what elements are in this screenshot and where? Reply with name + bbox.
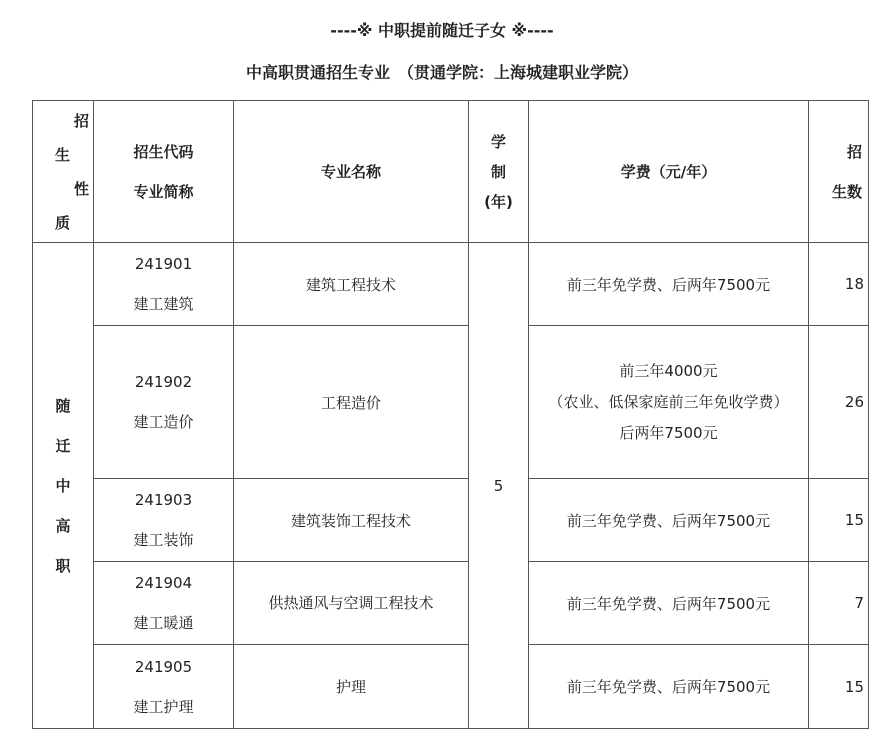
major-short-name: 建工暖通: [133, 614, 194, 632]
major-code: 241903: [134, 491, 193, 509]
code-cell: [94, 326, 234, 479]
code-cell: [94, 562, 234, 645]
code-cell: [94, 479, 234, 562]
header-row: [33, 101, 869, 243]
table-row: [33, 326, 869, 479]
major-code: 241902: [134, 373, 193, 391]
header-nature: [33, 101, 94, 243]
fee-line: 前三年4000元: [619, 362, 718, 380]
nature-char: 高: [55, 516, 71, 535]
major-code: 241905: [134, 657, 193, 676]
page-subtitle: 中高职贯通招生专业 （贯通学院：上海城建职业学院）: [245, 63, 638, 82]
table-row: [33, 243, 869, 326]
header-code-line: 招生代码: [133, 142, 194, 161]
header-years-line: 学: [490, 132, 506, 151]
major-short-name: 建工建筑: [133, 295, 194, 313]
table-row: [33, 645, 869, 729]
fee-line: 后两年7500元: [619, 424, 718, 442]
major-code: 241904: [134, 574, 193, 592]
header-years: [469, 101, 529, 243]
enrollment-table: [32, 100, 869, 729]
header-years-line: 制: [490, 162, 506, 181]
nature-char: 迁: [55, 436, 71, 455]
count-cell: 26: [809, 326, 869, 479]
count-cell: 15: [809, 479, 869, 562]
header-count: [809, 101, 869, 243]
code-cell: [94, 645, 234, 729]
fee-cell: [529, 326, 809, 479]
header-major: 专业名称: [234, 101, 469, 243]
count-cell: 7: [809, 562, 869, 645]
header-count-line: 生数: [831, 182, 862, 201]
major-name: 工程造价: [234, 326, 469, 479]
fee-cell: 前三年免学费、后两年7500元: [529, 243, 809, 326]
header-nature-char: 生: [55, 145, 71, 164]
fee-cell: 前三年免学费、后两年7500元: [529, 645, 809, 729]
fee-cell: 前三年免学费、后两年7500元: [529, 562, 809, 645]
years-cell: 5: [469, 243, 529, 729]
major-short-name: 建工造价: [133, 413, 194, 431]
major-name: 护理: [234, 645, 469, 729]
major-name: 供热通风与空调工程技术: [234, 562, 469, 645]
table-row: [33, 479, 869, 562]
nature-char: 职: [55, 556, 71, 575]
count-cell: 18: [809, 243, 869, 326]
code-cell: [94, 243, 234, 326]
page-title: ----※ 中职提前随迁子女 ※----: [330, 21, 554, 40]
header-fee: 学费（元/年）: [529, 101, 809, 243]
header-code-line: 专业简称: [133, 182, 194, 201]
major-short-name: 建工护理: [133, 697, 194, 716]
table-row: [33, 562, 869, 645]
fee-cell: 前三年免学费、后两年7500元: [529, 479, 809, 562]
nature-char: 随: [55, 396, 71, 415]
header-nature-char: 招: [73, 111, 89, 130]
major-name: 建筑工程技术: [234, 243, 469, 326]
header-nature-char: 质: [55, 213, 71, 232]
nature-char: 中: [55, 476, 71, 495]
major-name: 建筑装饰工程技术: [234, 479, 469, 562]
header-nature-char: 性: [73, 179, 89, 198]
header-count-line: 招: [846, 142, 862, 161]
header-years-line: (年): [484, 192, 513, 211]
major-short-name: 建工装饰: [133, 531, 194, 549]
fee-line: （农业、低保家庭前三年免收学费）: [548, 393, 789, 411]
major-code: 241901: [134, 255, 193, 273]
header-code: [94, 101, 234, 243]
nature-cell: [33, 243, 94, 729]
count-cell: 15: [809, 645, 869, 729]
